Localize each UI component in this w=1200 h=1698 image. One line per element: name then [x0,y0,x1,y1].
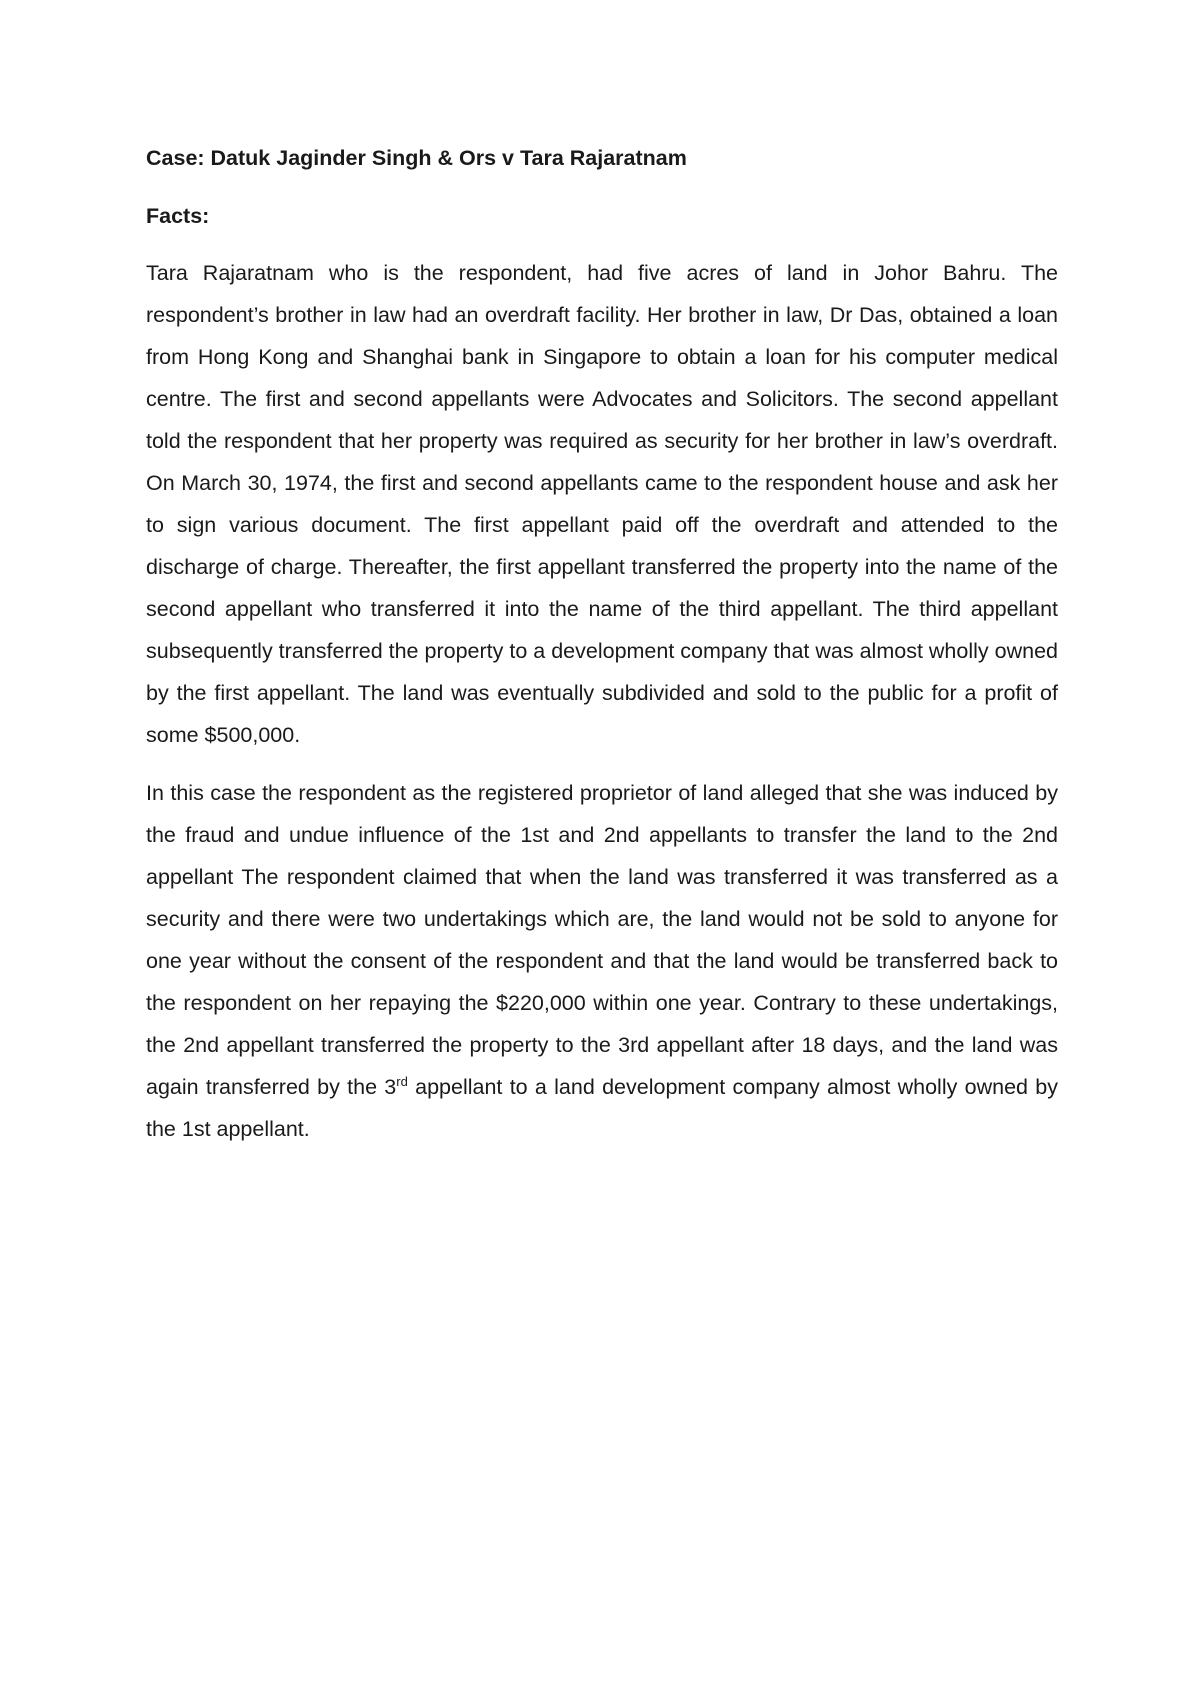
paragraph-2-text-end: appellant to a land development company almost wholly owned by the 1st appellant. [146,1075,1059,1141]
facts-heading: Facts: [146,204,210,228]
facts-paragraph-1: Tara Rajaratnam who is the respondent, had five acres of land in Johor Bahru. The respondent’s brother in law had an overdraft facility. Her brother in law, Dr Das, obtained a loan from Hong Kong and Shanghai bank in Singapore to obtain a loan for his computer medical centre. The first and second appellants were Advocates and Solicitors. The second appellant told the respondent that her property was required as security for her brother in law’s overdraft. On March 30, 1974, the first and second appellants came to the respondent house and ask her to sign various document. The first appellant paid off the overdraft and attended to the discharge of charge. Thereafter, the first appellant transferred the property into the name of the second appellant who transferred it into the name of the third appellant. The third appellant subsequently transferred the property to a development company that was almost wholly owned by the first appellant. The land was eventually subdivided and sold to the public for a profit of some $500,000. [146,261,1058,747]
case-title: Case: Datuk Jaginder Singh & Ors v Tara Rajaratnam [146,146,687,170]
paragraph-2-text-start: In this case the respondent as the registered proprietor of land alleged that she was induced by the fraud and undue influence of the 1st and 2nd appellants to transfer the land to the 2nd appellant The respondent claimed that when the land was transferred it was transferred as a security and there were two undertakings which are, the land would not be sold to anyone for one year without the consent of the respondent and that the land would be transferred back to the respondent on her repaying the $220,000 within one year. Contrary to these undertakings, the 2nd appellant transferred the property to the 3rd appellant after 18 days, and the land was again transferred by the 3 [146,781,1058,1099]
document-body [146,142,1058,1166]
ordinal-superscript: rd [396,1074,408,1089]
facts-paragraph-2 [146,772,1058,1150]
